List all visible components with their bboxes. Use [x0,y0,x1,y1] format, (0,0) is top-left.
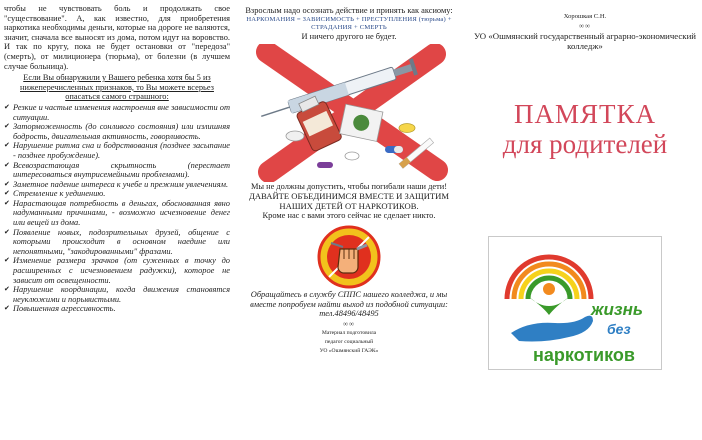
page-title: ПАМЯТКА [513,99,656,130]
page-subtitle: для родителей [502,129,668,160]
org-short-text: УО «Ошмянский ГАЭК» [319,347,379,354]
unite-text: ДАВАЙТЕ ОБЪЕДИНИМСЯ ВМЕСТЕ И ЗАЩИТИМ НАШИХ ДЕТЕЙ ОТ НАРКОТИКОВ. [248,191,450,212]
contact-text: Обращайтесь в службу СППС нашего колледжа, и мы вместе попробуем найти выход из подобной ситуации: [250,290,448,309]
logo-graphic [489,237,661,369]
list-item: ✔ Стремление к уединению. [4,189,106,199]
intro-paragraph: чтобы не чувствовать боль и продолжать свое "существование". А, как известно, для приобретения наркотика необходимы деньги, которые на дороге не валяются, значит, сначала все выносят из дома, потом идут на воровство. И так по кругу, пока не будет остановки от "передоза" (смерть), от милиционера (тюрьма), от болезни (в лучшем случае больница). [4,4,230,71]
left-panel [0,0,236,440]
logo-word-without: без [607,321,631,337]
no-drugs-fist-icon [317,225,381,289]
separator-ornament: ∞∞ [343,319,355,328]
check-icon: ✔ [4,141,10,150]
right-panel [468,0,702,440]
logo-word-drugs: наркотиков [533,345,635,365]
axiom-formula: НАРКОМАНИЯ = ЗАВИСИМОСТЬ + ПРЕСТУПЛЕНИЯ (тюрьма) + СТРАДАНИЯ + СМЕРТЬ [246,15,452,31]
axiom-intro: Взрослым надо осознать действие и принять как аксиому: [245,6,453,15]
signs-heading: Если Вы обнаружили у Вашего ребенка хотя бы 5 из нижеперечисленных признаков, то Вы можете всерьез опасаться самого страшного: [20,73,214,102]
drugs-prohibited-illustration [247,44,452,182]
check-icon: ✔ [4,227,10,236]
list-item: ✔ Изменение размера зрачков (от суженных в точку до расширенных с исчезновением радужки), которое не зависит от освещенности. [4,256,230,285]
nobody-text: Кроме нас с вами этого сейчас не сделает никто. [262,211,436,221]
list-item: ✔ Всевозрастающая скрытность (перестает интересоваться внутрисемейными проблемами). [4,160,230,180]
separator-ornament: ∞∞ [579,22,591,30]
check-icon: ✔ [4,160,10,169]
check-icon: ✔ [4,189,10,198]
role-text: педагог социальный [324,338,374,345]
check-icon: ✔ [4,285,10,294]
life-without-drugs-logo [488,236,662,370]
list-item: ✔ Нарушение ритма сна и бодрствования (позднее засыпание - позднее пробуждение). [4,141,230,160]
author-name: Хорошкая С.Н. [563,13,607,20]
check-icon: ✔ [4,179,10,188]
phone-number: тел.48496/48495 [319,309,379,319]
check-icon: ✔ [4,102,10,111]
check-icon: ✔ [4,304,10,313]
logo-word-life: жизнь [591,300,643,319]
list-item: ✔ Нарастающая потребность в деньгах, обоснованная явно надуманными причинами, - возможно исчезновение денег или вещей из дома. [4,198,230,228]
list-item: ✔ Повышенная агрессивность. [4,304,116,314]
list-item: ✔ Заметное падение интереса к учебе и прежним увлечениям. [4,179,229,189]
nothing-else-text: И ничего другого не будет. [301,31,397,41]
list-item: ✔ Заторможенность (до сонливого состояния) или излишняя бодрость, двигательная активность, говорливость. [4,122,230,141]
caption-text: Мы не должны допустить, чтобы погибали наши дети! [250,181,448,191]
middle-panel [236,0,462,440]
list-item: ✔ Появление новых, подозрительных друзей, общение с которыми происходит в основном наедине или непонятными, "закодированными" фразами. [4,227,230,256]
check-icon: ✔ [4,198,10,207]
organization-name: УО «Ошмянский государственный аграрно-экономический колледж» [474,31,696,52]
prepared-by-text: Материал подготовила [321,329,377,336]
list-item: ✔ Резкие и частые изменения настроения вне зависимости от ситуации. [4,102,230,122]
signs-list [4,103,230,314]
check-icon: ✔ [4,122,10,131]
list-item: ✔ Нарушение координации, когда движения становятся неуклюжими и порывистыми. [4,285,230,304]
check-icon: ✔ [4,256,10,265]
